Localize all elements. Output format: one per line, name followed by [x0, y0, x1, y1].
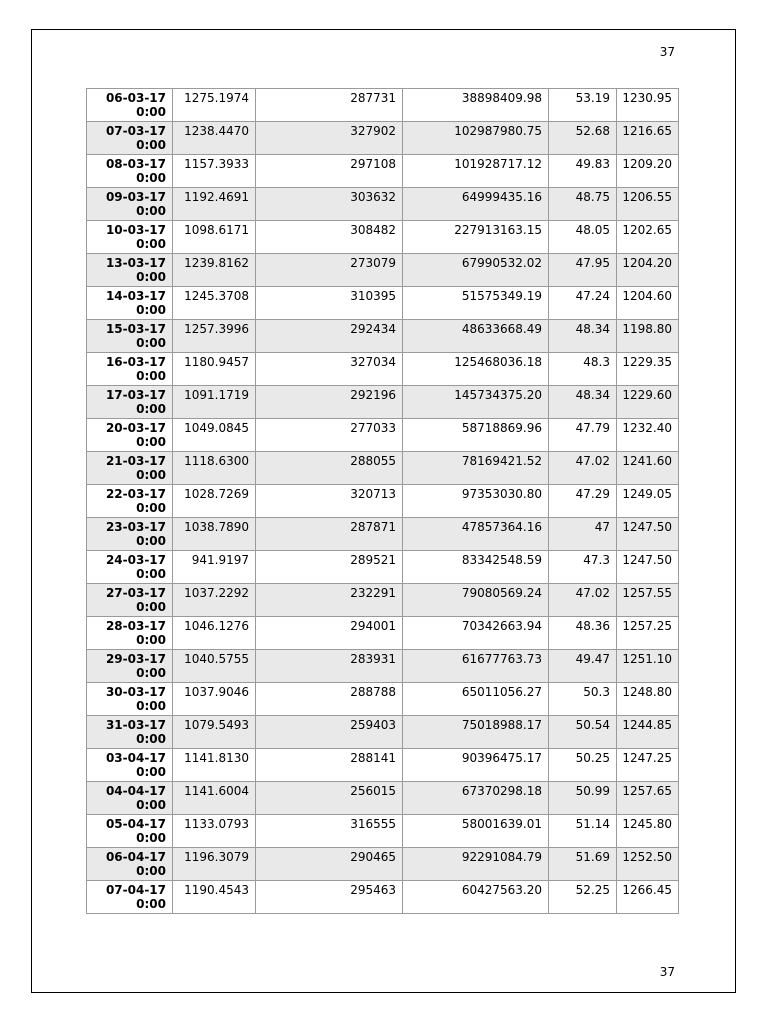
time-text: 0:00	[136, 831, 166, 845]
date-text: 08-03-17	[105, 157, 166, 171]
date-text: 05-04-17	[105, 817, 166, 831]
gold-cell: 1249.05	[617, 485, 679, 518]
amount-cell: 38898409.98	[403, 89, 549, 122]
date-text: 15-03-17	[105, 322, 166, 336]
gold-cell: 1248.80	[617, 683, 679, 716]
volume-cell: 327902	[256, 122, 403, 155]
date-text: 03-04-17	[105, 751, 166, 765]
rate-cell: 48.3	[549, 353, 617, 386]
gold-cell: 1257.25	[617, 617, 679, 650]
open-cell: 941.9197	[173, 551, 256, 584]
volume-cell: 294001	[256, 617, 403, 650]
volume-cell: 308482	[256, 221, 403, 254]
date-cell	[87, 782, 173, 815]
rate-cell: 48.36	[549, 617, 617, 650]
time-text: 0:00	[136, 237, 166, 251]
gold-cell: 1244.85	[617, 716, 679, 749]
date-cell	[87, 650, 173, 683]
page-number-bottom: 37	[659, 965, 675, 979]
time-text: 0:00	[136, 369, 166, 383]
rate-cell: 48.05	[549, 221, 617, 254]
volume-cell: 288788	[256, 683, 403, 716]
amount-cell: 61677763.73	[403, 650, 549, 683]
date-cell	[87, 848, 173, 881]
amount-cell: 48633668.49	[403, 320, 549, 353]
amount-cell: 70342663.94	[403, 617, 549, 650]
date-cell	[87, 287, 173, 320]
time-text: 0:00	[136, 567, 166, 581]
open-cell: 1257.3996	[173, 320, 256, 353]
date-text: 06-04-17	[105, 850, 166, 864]
date-cell	[87, 881, 173, 914]
gold-cell: 1232.40	[617, 419, 679, 452]
gold-cell: 1230.95	[617, 89, 679, 122]
date-cell	[87, 584, 173, 617]
date-text: 10-03-17	[105, 223, 166, 237]
amount-cell: 125468036.18	[403, 353, 549, 386]
amount-cell: 47857364.16	[403, 518, 549, 551]
date-text: 06-03-17	[105, 91, 166, 105]
table-row	[87, 584, 679, 617]
open-cell: 1038.7890	[173, 518, 256, 551]
table-row	[87, 782, 679, 815]
volume-cell: 256015	[256, 782, 403, 815]
time-text: 0:00	[136, 105, 166, 119]
open-cell: 1141.6004	[173, 782, 256, 815]
rate-cell: 53.19	[549, 89, 617, 122]
date-text: 07-04-17	[105, 883, 166, 897]
table-row	[87, 254, 679, 287]
rate-cell: 47.79	[549, 419, 617, 452]
gold-cell: 1209.20	[617, 155, 679, 188]
amount-cell: 90396475.17	[403, 749, 549, 782]
time-text: 0:00	[136, 732, 166, 746]
date-text: 04-04-17	[105, 784, 166, 798]
gold-cell: 1229.60	[617, 386, 679, 419]
gold-cell: 1202.65	[617, 221, 679, 254]
volume-cell: 232291	[256, 584, 403, 617]
table-row	[87, 683, 679, 716]
open-cell: 1098.6171	[173, 221, 256, 254]
gold-cell: 1251.10	[617, 650, 679, 683]
amount-cell: 101928717.12	[403, 155, 549, 188]
table-row	[87, 452, 679, 485]
table-row	[87, 485, 679, 518]
amount-cell: 227913163.15	[403, 221, 549, 254]
table-row	[87, 881, 679, 914]
open-cell: 1157.3933	[173, 155, 256, 188]
date-cell	[87, 617, 173, 650]
time-text: 0:00	[136, 270, 166, 284]
rate-cell: 47.95	[549, 254, 617, 287]
date-text: 27-03-17	[105, 586, 166, 600]
rate-cell: 47.02	[549, 584, 617, 617]
time-text: 0:00	[136, 402, 166, 416]
volume-cell: 287731	[256, 89, 403, 122]
time-text: 0:00	[136, 798, 166, 812]
time-text: 0:00	[136, 303, 166, 317]
time-text: 0:00	[136, 138, 166, 152]
open-cell: 1133.0793	[173, 815, 256, 848]
date-text: 21-03-17	[105, 454, 166, 468]
volume-cell: 327034	[256, 353, 403, 386]
volume-cell: 320713	[256, 485, 403, 518]
date-cell	[87, 683, 173, 716]
time-text: 0:00	[136, 666, 166, 680]
rate-cell: 50.54	[549, 716, 617, 749]
table-row	[87, 815, 679, 848]
volume-cell: 277033	[256, 419, 403, 452]
time-text: 0:00	[136, 534, 166, 548]
date-text: 23-03-17	[105, 520, 166, 534]
table-row	[87, 419, 679, 452]
time-text: 0:00	[136, 468, 166, 482]
date-cell	[87, 254, 173, 287]
date-cell	[87, 320, 173, 353]
open-cell: 1091.1719	[173, 386, 256, 419]
date-cell	[87, 518, 173, 551]
volume-cell: 292196	[256, 386, 403, 419]
date-text: 13-03-17	[105, 256, 166, 270]
volume-cell: 289521	[256, 551, 403, 584]
gold-cell: 1245.80	[617, 815, 679, 848]
amount-cell: 83342548.59	[403, 551, 549, 584]
date-cell	[87, 452, 173, 485]
gold-cell: 1247.25	[617, 749, 679, 782]
gold-cell: 1229.35	[617, 353, 679, 386]
volume-cell: 259403	[256, 716, 403, 749]
date-cell	[87, 353, 173, 386]
amount-cell: 92291084.79	[403, 848, 549, 881]
gold-cell: 1247.50	[617, 518, 679, 551]
date-text: 07-03-17	[105, 124, 166, 138]
amount-cell: 78169421.52	[403, 452, 549, 485]
table-row	[87, 155, 679, 188]
time-text: 0:00	[136, 633, 166, 647]
date-cell	[87, 815, 173, 848]
open-cell: 1192.4691	[173, 188, 256, 221]
table-row	[87, 287, 679, 320]
rate-cell: 50.3	[549, 683, 617, 716]
date-text: 24-03-17	[105, 553, 166, 567]
gold-cell: 1206.55	[617, 188, 679, 221]
rate-cell: 52.68	[549, 122, 617, 155]
volume-cell: 287871	[256, 518, 403, 551]
amount-cell: 60427563.20	[403, 881, 549, 914]
rate-cell: 51.14	[549, 815, 617, 848]
volume-cell: 303632	[256, 188, 403, 221]
amount-cell: 79080569.24	[403, 584, 549, 617]
gold-cell: 1204.60	[617, 287, 679, 320]
table-row	[87, 749, 679, 782]
volume-cell: 292434	[256, 320, 403, 353]
amount-cell: 51575349.19	[403, 287, 549, 320]
rate-cell: 47.02	[549, 452, 617, 485]
table-row	[87, 188, 679, 221]
table-row	[87, 716, 679, 749]
date-cell	[87, 485, 173, 518]
table-row	[87, 320, 679, 353]
table-row	[87, 518, 679, 551]
time-text: 0:00	[136, 501, 166, 515]
gold-cell: 1257.65	[617, 782, 679, 815]
amount-cell: 58001639.01	[403, 815, 549, 848]
time-text: 0:00	[136, 864, 166, 878]
volume-cell: 297108	[256, 155, 403, 188]
date-cell	[87, 551, 173, 584]
volume-cell: 288141	[256, 749, 403, 782]
open-cell: 1239.8162	[173, 254, 256, 287]
rate-cell: 47.29	[549, 485, 617, 518]
rate-cell: 51.69	[549, 848, 617, 881]
open-cell: 1275.1974	[173, 89, 256, 122]
open-cell: 1118.6300	[173, 452, 256, 485]
time-text: 0:00	[136, 699, 166, 713]
table-row	[87, 848, 679, 881]
date-text: 14-03-17	[105, 289, 166, 303]
time-text: 0:00	[136, 204, 166, 218]
rate-cell: 47	[549, 518, 617, 551]
date-cell	[87, 749, 173, 782]
rate-cell: 48.34	[549, 386, 617, 419]
date-text: 16-03-17	[105, 355, 166, 369]
volume-cell: 290465	[256, 848, 403, 881]
open-cell: 1190.4543	[173, 881, 256, 914]
open-cell: 1245.3708	[173, 287, 256, 320]
volume-cell: 310395	[256, 287, 403, 320]
time-text: 0:00	[136, 336, 166, 350]
amount-cell: 102987980.75	[403, 122, 549, 155]
table-row	[87, 386, 679, 419]
volume-cell: 288055	[256, 452, 403, 485]
table-row	[87, 617, 679, 650]
open-cell: 1079.5493	[173, 716, 256, 749]
amount-cell: 65011056.27	[403, 683, 549, 716]
gold-cell: 1216.65	[617, 122, 679, 155]
open-cell: 1046.1276	[173, 617, 256, 650]
table-row	[87, 353, 679, 386]
open-cell: 1141.8130	[173, 749, 256, 782]
rate-cell: 52.25	[549, 881, 617, 914]
rate-cell: 49.47	[549, 650, 617, 683]
amount-cell: 97353030.80	[403, 485, 549, 518]
rate-cell: 47.24	[549, 287, 617, 320]
date-text: 30-03-17	[105, 685, 166, 699]
gold-cell: 1198.80	[617, 320, 679, 353]
amount-cell: 67370298.18	[403, 782, 549, 815]
amount-cell: 67990532.02	[403, 254, 549, 287]
volume-cell: 316555	[256, 815, 403, 848]
rate-cell: 50.99	[549, 782, 617, 815]
volume-cell: 283931	[256, 650, 403, 683]
open-cell: 1037.2292	[173, 584, 256, 617]
date-text: 28-03-17	[105, 619, 166, 633]
date-cell	[87, 155, 173, 188]
date-cell	[87, 122, 173, 155]
table-row	[87, 122, 679, 155]
date-cell	[87, 716, 173, 749]
amount-cell: 75018988.17	[403, 716, 549, 749]
open-cell: 1180.9457	[173, 353, 256, 386]
gold-cell: 1204.20	[617, 254, 679, 287]
amount-cell: 64999435.16	[403, 188, 549, 221]
rate-cell: 48.75	[549, 188, 617, 221]
date-text: 17-03-17	[105, 388, 166, 402]
table-row	[87, 221, 679, 254]
open-cell: 1028.7269	[173, 485, 256, 518]
rate-cell: 47.3	[549, 551, 617, 584]
time-text: 0:00	[136, 435, 166, 449]
gold-cell: 1241.60	[617, 452, 679, 485]
time-text: 0:00	[136, 765, 166, 779]
amount-cell: 58718869.96	[403, 419, 549, 452]
amount-cell: 145734375.20	[403, 386, 549, 419]
volume-cell: 295463	[256, 881, 403, 914]
date-text: 31-03-17	[105, 718, 166, 732]
date-cell	[87, 386, 173, 419]
date-cell	[87, 221, 173, 254]
date-cell	[87, 188, 173, 221]
time-text: 0:00	[136, 600, 166, 614]
open-cell: 1040.5755	[173, 650, 256, 683]
date-text: 29-03-17	[105, 652, 166, 666]
page-number-top: 37	[659, 45, 675, 59]
gold-cell: 1257.55	[617, 584, 679, 617]
data-table	[86, 88, 679, 914]
time-text: 0:00	[136, 171, 166, 185]
gold-cell: 1266.45	[617, 881, 679, 914]
open-cell: 1238.4470	[173, 122, 256, 155]
gold-cell: 1247.50	[617, 551, 679, 584]
date-text: 22-03-17	[105, 487, 166, 501]
date-cell	[87, 419, 173, 452]
date-cell	[87, 89, 173, 122]
gold-cell: 1252.50	[617, 848, 679, 881]
open-cell: 1037.9046	[173, 683, 256, 716]
date-text: 09-03-17	[105, 190, 166, 204]
rate-cell: 48.34	[549, 320, 617, 353]
table-body	[87, 89, 679, 914]
open-cell: 1049.0845	[173, 419, 256, 452]
table-row	[87, 551, 679, 584]
time-text: 0:00	[136, 897, 166, 911]
rate-cell: 50.25	[549, 749, 617, 782]
date-text: 20-03-17	[105, 421, 166, 435]
rate-cell: 49.83	[549, 155, 617, 188]
open-cell: 1196.3079	[173, 848, 256, 881]
table-row	[87, 650, 679, 683]
volume-cell: 273079	[256, 254, 403, 287]
table-row	[87, 89, 679, 122]
